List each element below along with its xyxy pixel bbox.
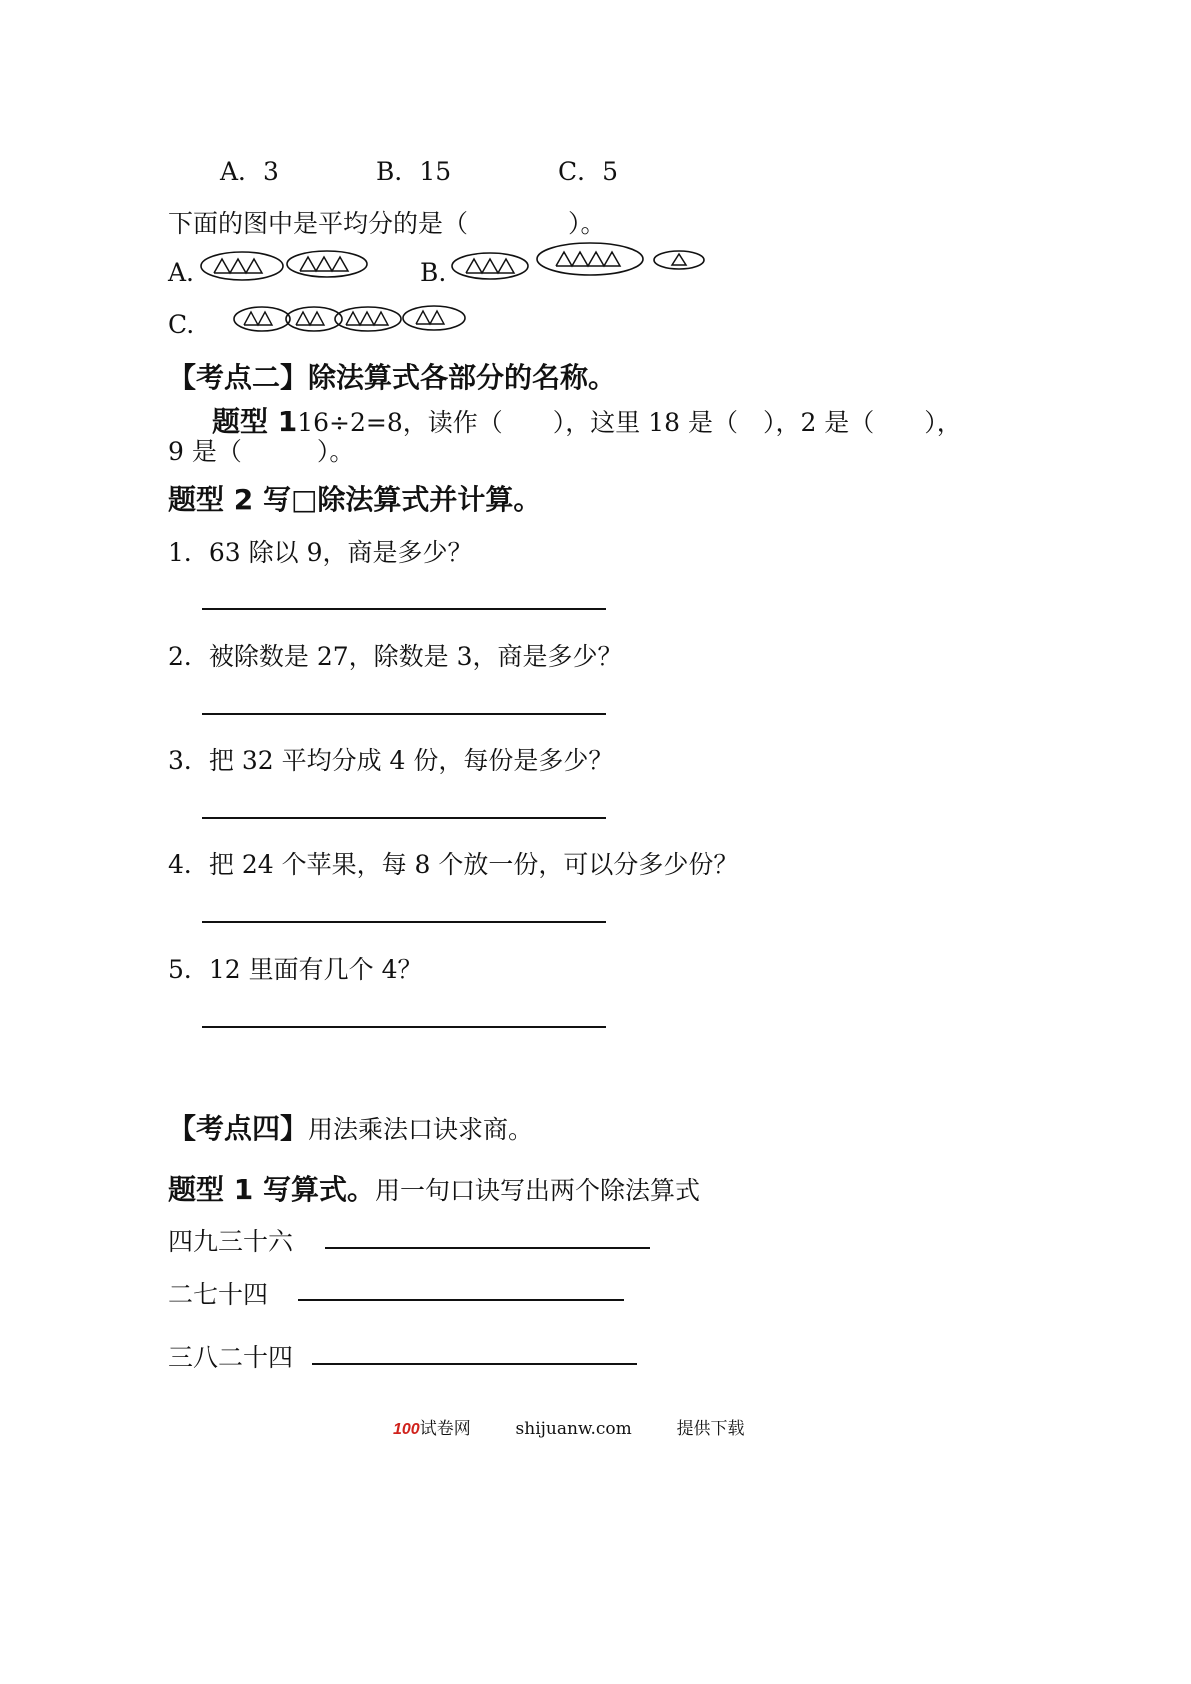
rhyme-1-answer-line[interactable] (325, 1247, 650, 1249)
rhyme-2: 二七十四 (168, 1280, 269, 1309)
footer-site-name: 试卷网 (419, 1419, 471, 1439)
figure-option-b (450, 240, 710, 284)
question-average-stem: 下面的图中是平均分的是（ ）。 (168, 209, 606, 238)
rhyme-3: 三八二十四 (168, 1343, 294, 1372)
kp4-type1-bold: 题型 1 写算式。 (168, 1173, 375, 1206)
footer-note: 提供下载 (676, 1419, 745, 1439)
answer-line-4[interactable] (202, 921, 606, 923)
footer (393, 1414, 745, 1439)
type1-continuation: 9 是（ ）。 (168, 437, 355, 466)
kp4-title-bold: 【考点四】 (168, 1112, 309, 1145)
figure-option-a (200, 248, 370, 284)
option-b-label: B. (420, 258, 447, 287)
option-a-label: A. (168, 258, 195, 287)
option-b: B．15 (376, 157, 452, 186)
rhyme-2-answer-line[interactable] (298, 1299, 624, 1301)
answer-line-1[interactable] (202, 608, 606, 610)
question-2: 2．被除数是 27，除数是 3，商是多少？ (168, 642, 623, 671)
option-a: A．3 (220, 157, 279, 186)
rhyme-1: 四九三十六 (168, 1227, 294, 1256)
kp4-title-rest: 用法乘法口诀求商。 (308, 1115, 534, 1144)
rhyme-3-answer-line[interactable] (312, 1363, 637, 1365)
answer-line-2[interactable] (202, 713, 606, 715)
question-3: 3．把 32 平均分成 4 份，每份是多少？ (168, 746, 614, 775)
site-logo: 100 (393, 1421, 420, 1438)
question-4: 4．把 24 个苹果，每 8 个放一份，可以分多少份？ (168, 850, 739, 879)
answer-line-3[interactable] (202, 817, 606, 819)
figure-option-c (232, 302, 472, 336)
type1-text: 16÷2=8，读作（ ），这里 18 是（ ），2 是（ ）， (297, 408, 962, 437)
question-1: 1．63 除以 9，商是多少？ (168, 538, 473, 567)
kp4-type1-line (168, 1168, 700, 1208)
type2-heading: 题型 2 写□除法算式并计算。 (168, 483, 542, 516)
type1-heading: 题型 1 (212, 405, 298, 438)
section-title-kp4 (168, 1107, 533, 1147)
option-c: C．5 (558, 157, 619, 186)
footer-site-url[interactable]: shijuanw.com (515, 1419, 632, 1439)
answer-line-5[interactable] (202, 1026, 606, 1028)
question-5: 5．12 里面有几个 4？ (168, 955, 423, 984)
option-c-label: C. (168, 310, 195, 339)
section-title-kp2: 【考点二】除法算式各部分的名称。 (168, 361, 617, 394)
kp4-type1-rest: 用一句口诀写出两个除法算式 (374, 1176, 700, 1205)
